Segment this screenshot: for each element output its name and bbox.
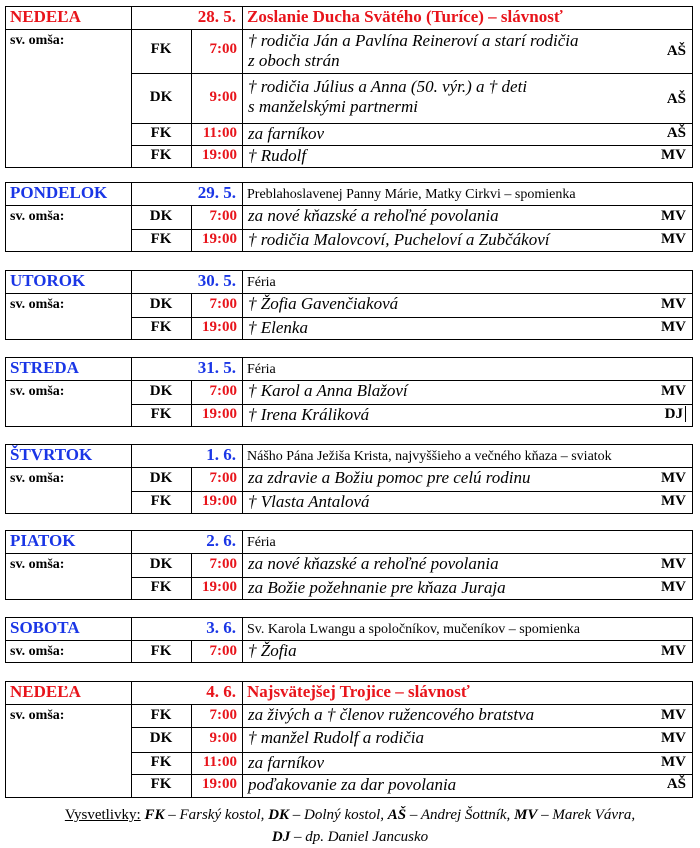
legend-code: AŠ	[387, 807, 407, 823]
day-date: 2. 6.	[206, 531, 236, 550]
day-date: 29. 5.	[197, 183, 236, 202]
priest-code	[652, 406, 686, 423]
priest-code: MV	[661, 147, 686, 163]
mass-row	[6, 553, 692, 575]
legend-title: Vysvetlivky:	[64, 807, 141, 823]
mass-row	[6, 293, 692, 315]
mass-time: 7:00	[209, 556, 237, 572]
legend-text: – Andrej Šottník,	[406, 807, 515, 823]
church-code: FK	[150, 754, 172, 770]
mass-label: sv. omša:	[10, 33, 65, 48]
mass-intention-cont: s manželskými partnermi	[248, 97, 418, 116]
mass-intention: † manžel Rudolf a rodičia	[248, 728, 424, 747]
mass-row	[6, 752, 692, 774]
mass-row	[6, 29, 692, 73]
priest-code: AŠ	[666, 125, 686, 141]
church-code: FK	[150, 493, 172, 509]
priest-code: MV	[661, 556, 686, 572]
day-celebration: Féria	[247, 535, 276, 550]
mass-time: 19:00	[202, 493, 237, 509]
church-code: DK	[149, 296, 173, 312]
day-block-thursday-1-6	[5, 444, 693, 514]
legend-text: – Farský kostol,	[164, 807, 269, 823]
mass-label: sv. omša:	[10, 708, 65, 723]
day-block-monday-29-5	[5, 182, 693, 252]
mass-label: sv. omša:	[10, 384, 65, 399]
legend-text: – Dolný kostol,	[289, 807, 388, 823]
church-code: FK	[150, 231, 172, 247]
mass-time: 19:00	[202, 231, 237, 247]
mass-time: 7:00	[209, 383, 237, 399]
priest-code: AŠ	[666, 91, 686, 107]
mass-intention: za Božie požehnanie pre kňaza Juraja	[248, 578, 506, 597]
day-block-sunday-4-6	[5, 681, 693, 798]
mass-time: 7:00	[209, 643, 237, 659]
legend-code: MV	[514, 807, 538, 823]
mass-row	[6, 145, 692, 167]
mass-row	[6, 577, 692, 599]
mass-row	[6, 205, 692, 227]
mass-time: 19:00	[202, 776, 237, 792]
day-name: ŠTVRTOK	[10, 445, 93, 464]
legend-code: DJ	[271, 829, 291, 845]
mass-intention: † Žofia	[248, 641, 297, 660]
day-name: NEDEĽA	[10, 7, 81, 26]
church-code: DK	[149, 470, 173, 486]
mass-time: 19:00	[202, 579, 237, 595]
mass-intention: za nové kňazské a rehoľné povolania	[248, 554, 499, 573]
priest-code: MV	[661, 579, 686, 595]
day-celebration: Zoslanie Ducha Svätého (Turíce) – slávnosť	[247, 7, 563, 26]
mass-intention: za nové kňazské a rehoľné povolania	[248, 206, 499, 225]
church-code: FK	[150, 125, 172, 141]
day-name: STREDA	[10, 358, 79, 377]
mass-time: 9:00	[209, 89, 237, 105]
church-code: FK	[150, 406, 172, 422]
mass-row	[6, 317, 692, 339]
day-block-wednesday-31-5	[5, 357, 693, 427]
church-code: DK	[149, 383, 173, 399]
legend	[0, 804, 700, 848]
mass-intention: za farníkov	[248, 753, 325, 772]
mass-row	[6, 704, 692, 727]
day-date: 1. 6.	[206, 445, 236, 464]
mass-time: 9:00	[209, 730, 237, 746]
church-code: FK	[150, 579, 172, 595]
church-code: FK	[150, 319, 172, 335]
mass-label: sv. omša:	[10, 557, 65, 572]
mass-time: 11:00	[202, 754, 237, 770]
priest-code: MV	[661, 730, 686, 746]
legend-code: DK	[268, 807, 290, 823]
mass-intention: † Žofia Gavenčiaková	[248, 294, 399, 313]
mass-intention: † Irena Králiková	[248, 405, 370, 424]
mass-time: 7:00	[209, 208, 237, 224]
priest-code: MV	[661, 319, 686, 335]
mass-row	[6, 467, 692, 489]
day-date: 30. 5.	[197, 271, 236, 290]
day-name: UTOROK	[10, 271, 86, 290]
church-code: FK	[150, 147, 172, 163]
mass-time: 7:00	[209, 470, 237, 486]
legend-text: – Marek Vávra,	[537, 807, 636, 823]
mass-time: 7:00	[209, 296, 237, 312]
priest-code: MV	[661, 707, 686, 723]
mass-intention: † rodičia Malovcoví, Pucheloví a Zubčákoví	[248, 230, 550, 249]
legend-code: FK	[144, 807, 165, 823]
day-celebration: Najsvätejšej Trojice – slávnosť	[247, 682, 470, 701]
mass-label: sv. omša:	[10, 297, 65, 312]
day-block-sunday-28-5	[5, 6, 693, 168]
mass-row	[6, 73, 692, 121]
day-date: 3. 6.	[206, 618, 236, 637]
day-celebration: Féria	[247, 275, 276, 290]
mass-row	[6, 727, 692, 751]
mass-intention: † rodičia Ján a Pavlína Reineroví a starí rodičia	[248, 31, 579, 50]
mass-row	[6, 123, 692, 145]
priest-code: MV	[661, 493, 686, 509]
priest-code: AŠ	[666, 776, 686, 792]
day-celebration: Féria	[247, 362, 276, 377]
day-date: 4. 6.	[206, 682, 236, 701]
mass-label: sv. omša:	[10, 471, 65, 486]
priest-code: MV	[661, 470, 686, 486]
day-block-friday-2-6	[5, 530, 693, 600]
day-celebration: Sv. Karola Lwangu a spoločníkov, mučeníkov – spomienka	[247, 622, 580, 637]
church-code: DK	[149, 730, 173, 746]
day-block-tuesday-30-5	[5, 270, 693, 340]
mass-intention: † Karol a Anna Blažoví	[248, 381, 408, 400]
day-celebration: Nášho Pána Ježiša Krista, najvyššieho a večného kňaza – sviatok	[247, 449, 612, 464]
mass-intention: za živých a † členov ružencového bratstva	[248, 705, 535, 724]
mass-time: 19:00	[202, 319, 237, 335]
mass-time: 11:00	[202, 125, 237, 141]
day-name: PONDELOK	[10, 183, 108, 202]
church-code: FK	[150, 776, 172, 792]
priest-code: MV	[661, 208, 686, 224]
priest-code: MV	[661, 754, 686, 770]
mass-row	[6, 640, 692, 662]
mass-label: sv. omša:	[10, 644, 65, 659]
mass-label: sv. omša:	[10, 209, 65, 224]
day-name: SOBOTA	[10, 618, 80, 637]
priest-code: MV	[661, 643, 686, 659]
priest-code: MV	[661, 231, 686, 247]
mass-time: 19:00	[202, 406, 237, 422]
church-code: DK	[149, 89, 173, 105]
mass-time: 7:00	[209, 707, 237, 723]
mass-intention: † rodičia Július a Anna (50. výr.) a † deti	[248, 77, 528, 96]
mass-row	[6, 380, 692, 402]
mass-row	[6, 404, 692, 426]
mass-time: 19:00	[202, 147, 237, 163]
mass-time: 7:00	[209, 41, 237, 57]
priest-code: MV	[661, 296, 686, 312]
church-code: FK	[150, 41, 172, 57]
mass-intention: † Rudolf	[248, 146, 307, 165]
mass-intention: † Vlasta Antalová	[248, 492, 370, 511]
mass-intention-cont: z oboch strán	[248, 51, 340, 70]
day-date: 28. 5.	[197, 7, 236, 26]
mass-intention: za farníkov	[248, 124, 325, 143]
mass-row	[6, 774, 692, 797]
day-date: 31. 5.	[197, 358, 236, 377]
church-code: FK	[150, 707, 172, 723]
mass-row	[6, 491, 692, 513]
priest-code: MV	[661, 383, 686, 399]
church-code: DK	[149, 208, 173, 224]
legend-text: – dp. Daniel Jancusko	[290, 829, 429, 845]
church-code: FK	[150, 643, 172, 659]
mass-intention: poďakovanie za dar povolania	[248, 775, 457, 794]
day-block-saturday-3-6	[5, 617, 693, 663]
church-code: DK	[149, 556, 173, 572]
mass-row	[6, 229, 692, 251]
day-name: PIATOK	[10, 531, 76, 550]
mass-intention: za zdravie a Božiu pomoc pre celú rodinu	[248, 468, 531, 487]
day-celebration: Preblahoslavenej Panny Márie, Matky Cirkvi – spomienka	[247, 187, 576, 202]
mass-intention: † Elenka	[248, 318, 308, 337]
priest-code-text: DJ	[665, 406, 686, 422]
day-name: NEDEĽA	[10, 682, 81, 701]
priest-code: AŠ	[666, 43, 686, 59]
